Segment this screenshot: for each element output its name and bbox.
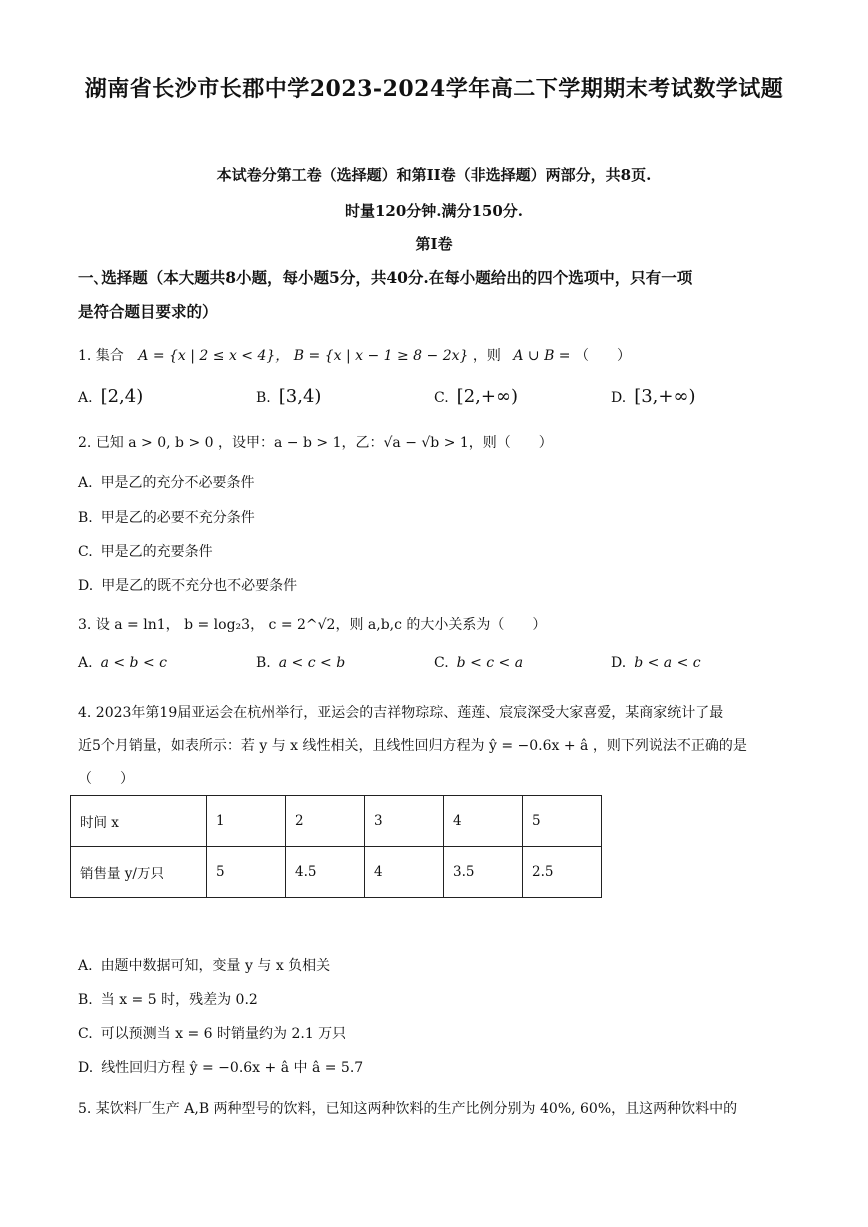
- table-cell: 5: [207, 847, 286, 898]
- q3-option-d[interactable]: [611, 655, 701, 671]
- option-text: a < c < b: [278, 655, 346, 671]
- sales-table: [70, 795, 602, 898]
- option-text: 甲是乙的必要不充分条件: [100, 510, 255, 526]
- option-text: 甲是乙的充分不必要条件: [100, 475, 255, 491]
- table-header-time: 时间 x: [71, 796, 207, 847]
- option-text: a < b < c: [100, 655, 167, 671]
- option-label: D.: [611, 390, 627, 406]
- option-text: b < c < a: [456, 655, 524, 671]
- option-text: 由题中数据可知，变量 y 与 x 负相关: [100, 958, 331, 974]
- q4-option-a[interactable]: [78, 955, 330, 975]
- page-title: 湖南省长沙市长郡中学2023-2024学年高二下学期期末考试数学试题: [84, 76, 784, 102]
- q4-answer-paren: （ ）: [78, 771, 134, 787]
- option-text: 当 x = 5 时，残差为 0.2: [100, 992, 258, 1008]
- question-4-line-1: 4. 2023年第19届亚运会在杭州举行，亚运会的吉祥物琮琮、莲莲、宸宸深受大家喜爱，某商家统计了最: [78, 705, 724, 721]
- q1-option-a[interactable]: [78, 386, 143, 407]
- q2-option-c[interactable]: [78, 541, 213, 561]
- q4-option-b[interactable]: [78, 989, 258, 1009]
- section-heading-line-1: 一､选择题（本大题共8小题，每小题5分，共40分.在每小题给出的四个选项中，只有一项: [78, 268, 693, 287]
- option-label: D.: [611, 655, 627, 671]
- q1-answer-paren: （ ）: [575, 348, 631, 364]
- option-label: C.: [434, 655, 449, 671]
- q3-number: 3.: [78, 617, 92, 633]
- table-cell: 4: [365, 847, 444, 898]
- q3-option-b[interactable]: [256, 655, 345, 671]
- table-cell: 5: [523, 796, 602, 847]
- question-5-line-1: 5. 某饮料厂生产 A,B 两种型号的饮料，已知这两种饮料的生产比例分别为 40%, 60%，且这两种饮料中的: [78, 1101, 738, 1117]
- section-heading-line-2: 是符合题目要求的）: [78, 302, 218, 321]
- q1-set-a: A = {x | 2 ≤ x < 4}，: [138, 348, 290, 364]
- option-label: A.: [78, 475, 93, 491]
- table-cell: 2.5: [523, 847, 602, 898]
- option-label: D.: [78, 578, 94, 594]
- option-label: A.: [78, 958, 93, 974]
- q1-expression: A ∪ B =: [513, 348, 571, 364]
- option-label: C.: [78, 1026, 93, 1042]
- option-text: b < a < c: [634, 655, 701, 671]
- table-row: [71, 796, 602, 847]
- q2-option-d[interactable]: [78, 575, 297, 595]
- q2-option-a[interactable]: [78, 472, 255, 492]
- intro-line-2: 时量120分钟.满分150分.: [344, 202, 524, 220]
- option-text: 甲是乙的充要条件: [100, 544, 213, 560]
- option-label: C.: [78, 544, 93, 560]
- table-cell: 4: [444, 796, 523, 847]
- option-text: [3,+∞): [634, 386, 696, 407]
- option-text: 甲是乙的既不充分也不必要条件: [101, 578, 298, 594]
- table-header-sales: 销售量 y/万只: [71, 847, 207, 898]
- question-2: [78, 432, 808, 452]
- q2-stem: 已知 a > 0, b > 0 ，设甲：a − b > 1，乙：√a − √b > 1，则（ ）: [95, 435, 553, 451]
- option-text: [2,4): [100, 386, 144, 407]
- option-label: D.: [78, 1060, 94, 1076]
- q4-option-d[interactable]: [78, 1057, 363, 1077]
- q3-option-c[interactable]: [434, 655, 523, 671]
- option-text: [2,+∞): [456, 386, 518, 407]
- q1-stem-suffix: ，则: [472, 348, 501, 364]
- table-cell: 2: [286, 796, 365, 847]
- option-text: [3,4): [278, 386, 322, 407]
- option-text: 可以预测当 x = 6 时销量约为 2.1 万只: [100, 1026, 347, 1042]
- intro-line-1: 本试卷分第工卷（选择题）和第II卷（非选择题）两部分，共8页.: [216, 166, 652, 184]
- option-label: B.: [256, 390, 271, 406]
- q3-option-a[interactable]: [78, 655, 167, 671]
- question-4-line-2: 近5个月销量，如表所示：若 y 与 x 线性相关，且线性回归方程为 ŷ = −0.6x + â ，则下列说法不正确的是: [78, 738, 747, 754]
- table-cell: 3: [365, 796, 444, 847]
- q2-option-b[interactable]: [78, 507, 255, 527]
- option-label: A.: [78, 655, 93, 671]
- q2-number: 2.: [78, 435, 92, 451]
- table-cell: 3.5: [444, 847, 523, 898]
- option-text: 线性回归方程 ŷ = −0.6x + â 中 â = 5.7: [101, 1060, 364, 1076]
- option-label: B.: [78, 992, 93, 1008]
- question-3: [78, 614, 808, 634]
- option-label: C.: [434, 390, 449, 406]
- table-cell: 4.5: [286, 847, 365, 898]
- q1-option-c[interactable]: [434, 386, 518, 407]
- q1-number: 1.: [78, 348, 92, 364]
- option-label: B.: [78, 510, 93, 526]
- q1-option-b[interactable]: [256, 386, 321, 407]
- table-row: [71, 847, 602, 898]
- q1-stem-prefix: 集合: [95, 348, 124, 364]
- volume-heading: 第I卷: [415, 235, 453, 253]
- q3-stem: 设 a = ln1， b = log₂3， c = 2^√2，则 a,b,c 的大小关系为（ ）: [95, 617, 547, 633]
- table-cell: 1: [207, 796, 286, 847]
- option-label: B.: [256, 655, 271, 671]
- q1-option-d[interactable]: [611, 386, 695, 407]
- option-label: A.: [78, 390, 93, 406]
- q1-set-b: B = {x | x − 1 ≥ 8 − 2x}: [293, 348, 469, 364]
- q4-option-c[interactable]: [78, 1023, 346, 1043]
- question-1: [78, 345, 808, 365]
